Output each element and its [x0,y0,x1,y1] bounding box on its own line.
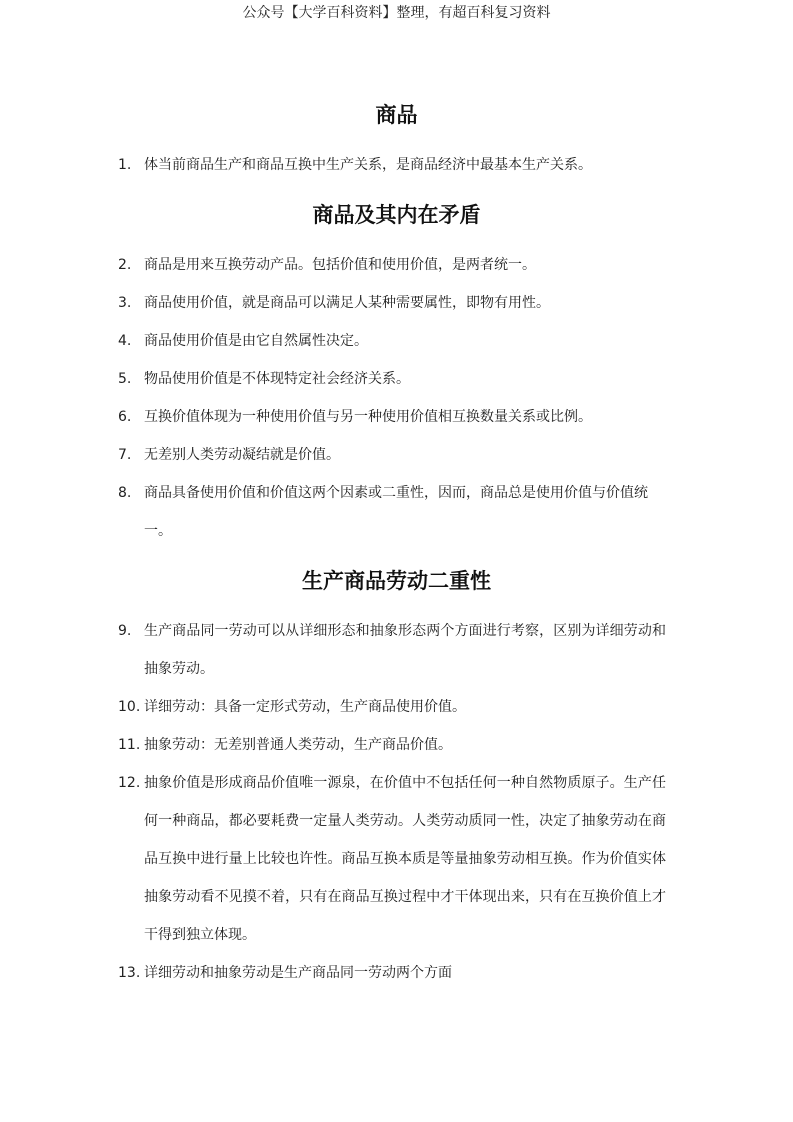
numbered-list [0,146,793,184]
list-item [0,398,793,436]
item-text-line: 商品是用来互换劳动产品。包括价值和使用价值，是两者统一。 [144,257,536,273]
item-text-line: 一。 [144,523,172,539]
item-text-line: 生产商品同一劳动可以从详细形态和抽象形态两个方面进行考察，区别为详细劳动和 [144,623,666,639]
item-text-line: 商品具备使用价值和价值这两个因素或二重性，因而，商品总是使用价值与价值统 [144,485,648,501]
item-text-line: 抽象劳动：无差别普通人类劳动，生产商品价值。 [144,737,452,753]
item-number: 8. [118,485,132,501]
list-item [0,726,793,764]
item-text-line: 互换价值体现为一种使用价值与另一种使用价值相互换数量关系或比例。 [144,409,592,425]
list-item [0,688,793,726]
list-item [0,360,793,398]
list-item [0,322,793,360]
list-item [0,146,793,184]
item-number: 4. [118,333,132,349]
item-number: 3. [118,295,132,311]
list-item [0,436,793,474]
item-text-line: 抽象劳动看不见摸不着，只有在商品互换过程中才干体现出来，只有在互换价值上才 [144,889,666,905]
item-text-line: 无差别人类劳动凝结就是价值。 [144,447,340,463]
item-number: 9. [118,623,132,639]
item-number: 11. [118,737,141,753]
page-header: 公众号【大学百科资料】整理，有超百科复习资料 [242,5,551,21]
section-heading: 商品 [375,103,418,127]
item-number: 1. [118,157,132,173]
section-heading: 商品及其内在矛盾 [312,203,481,227]
item-text-line: 品互换中进行量上比较也许性。商品互换本质是等量抽象劳动相互换。作为价值实体 [144,851,666,867]
list-item [0,764,793,954]
item-number: 2. [118,257,132,273]
item-text-line: 详细劳动和抽象劳动是生产商品同一劳动两个方面 [144,965,452,981]
item-number: 7. [118,447,132,463]
item-text-line: 体当前商品生产和商品互换中生产关系，是商品经济中最基本生产关系。 [144,157,592,173]
item-text-line: 何一种商品，都必要耗费一定量人类劳动。人类劳动质同一性，决定了抽象劳动在商 [144,813,666,829]
document-body [0,95,793,992]
item-text-line: 商品使用价值是由它自然属性决定。 [144,333,368,349]
item-number: 6. [118,409,132,425]
list-item [0,284,793,322]
item-text-line: 干得到独立体现。 [144,927,256,943]
item-text-line: 商品使用价值，就是商品可以满足人某种需要属性，即物有用性。 [144,295,550,311]
numbered-list [0,246,793,550]
section-heading: 生产商品劳动二重性 [302,569,491,593]
list-item [0,474,793,550]
item-number: 12. [118,775,141,791]
item-number: 13. [118,965,141,981]
list-item [0,612,793,688]
item-text-line: 抽象价值是形成商品价值唯一源泉，在价值中不包括任何一种自然物质原子。生产任 [144,775,666,791]
list-item [0,954,793,992]
item-text-line: 物品使用价值是不体现特定社会经济关系。 [144,371,410,387]
item-text-line: 详细劳动：具备一定形式劳动，生产商品使用价值。 [144,699,466,715]
list-item [0,246,793,284]
item-number: 10. [118,699,141,715]
item-number: 5. [118,371,132,387]
item-text-line: 抽象劳动。 [144,661,214,677]
numbered-list [0,612,793,992]
